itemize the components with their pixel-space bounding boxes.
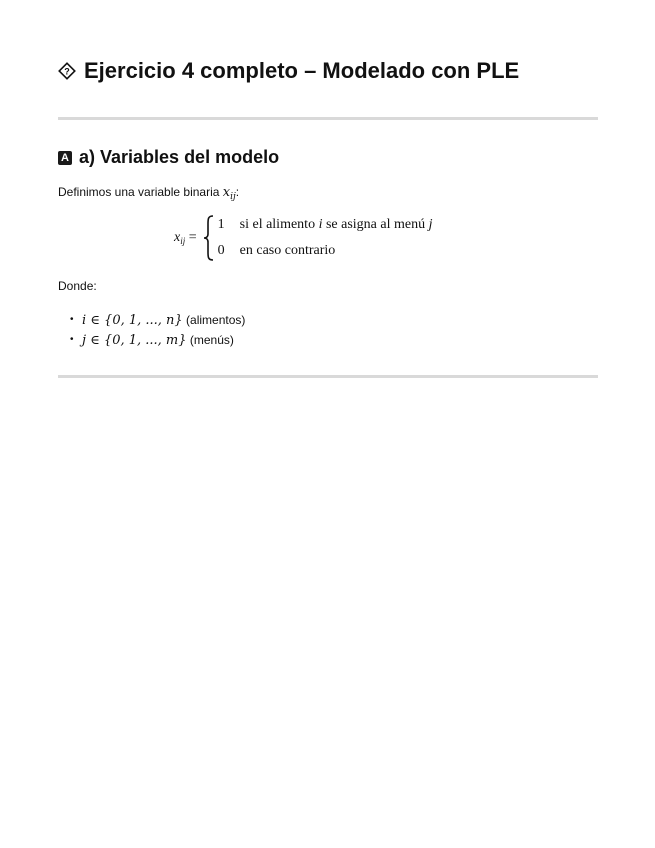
intro-variable: $x_{ij}$ <box>222 185 236 202</box>
equation-case-1: 1 si el alimento i se asigna al menú j <box>217 217 433 232</box>
section-heading <box>58 147 279 168</box>
diamond-question-icon <box>58 62 76 80</box>
equation-lhs: $x_{ij}$ = <box>174 230 197 246</box>
letter-a-badge-icon: A <box>58 151 72 165</box>
section-divider <box>58 117 598 120</box>
svg-text:?: ? <box>64 66 70 77</box>
page-title-text: Ejercicio 4 completo – Modelado con PLE <box>84 58 520 83</box>
list-item: • i ∈ {0, 1, ..., n} (alimentos) <box>70 313 246 328</box>
piecewise-equation <box>174 215 433 261</box>
donde-label: Donde: <box>58 279 97 293</box>
index-list <box>58 310 245 350</box>
intro-text: Definimos una variable binaria <box>58 185 220 199</box>
equation-case-2: 0 en caso contrario <box>217 243 336 258</box>
section-heading-text: a) Variables del modelo <box>79 147 280 167</box>
intro-paragraph <box>58 185 239 202</box>
equation-cases <box>218 217 433 259</box>
section-divider <box>58 375 598 378</box>
intro-colon: : <box>235 185 240 199</box>
page-title <box>58 58 519 84</box>
list-item: • j ∈ {0, 1, ..., m} (menús) <box>70 333 234 348</box>
left-brace-icon <box>203 215 215 261</box>
